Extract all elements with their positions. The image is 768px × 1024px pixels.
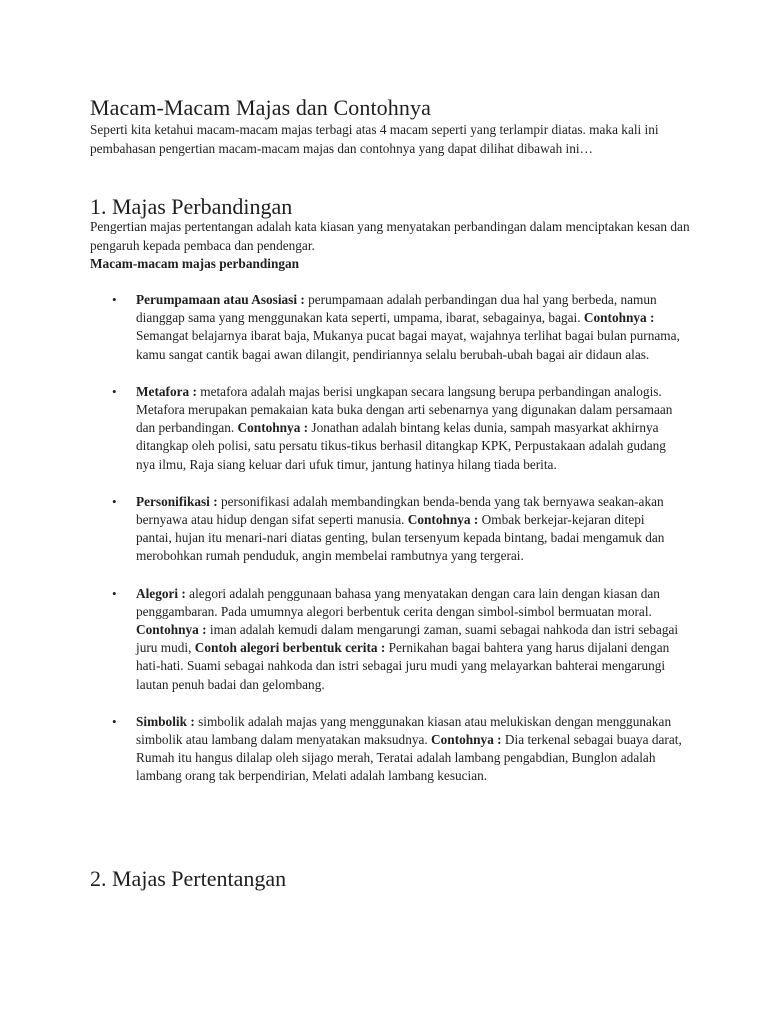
item-example-label: Contohnya : (407, 512, 479, 528)
item-example: Semangat belajarnya ibarat baja, Mukanya pucat bagai mayat, wajahnya terlihat bagai bulan purnama, kamu sangat cantik bagai awan dilangit, pendiriannya selalu berubah-ubah bagai air didaun alas. (136, 328, 680, 362)
bullet-icon: • (112, 292, 117, 307)
bullet-icon: • (112, 383, 117, 399)
majas-list (112, 291, 682, 805)
item-example: Dia terkenal sebagai buaya darat, Rumah itu hangus dilalap oleh sijago merah, Teratai adalah lambang pengabdian, Bunglon adalah lambang orang tak berpendirian, Melati adalah lambang kesucian. (136, 732, 682, 784)
item-example-label: Contohnya : (431, 732, 502, 748)
item-definition: metafora adalah majas berisi ungkapan secara langsung berupa perbandingan analogis. Metafora merupakan pemakaian kata buka dengan arti sebenarnya yang digunakan dalam persamaan dan perbandingan. (136, 383, 673, 436)
item-definition: personifikasi adalah membandingkan benda-benda yang tak bernyawa seakan-akan bernyawa atau hidup dengan sifat seperti manusia. (136, 493, 664, 528)
list-item-personifikasi (112, 493, 682, 566)
item-term: Simbolik : (136, 713, 195, 729)
item-example: iman adalah kemudi dalam mengarungi zaman, suami sebagai nahkoda dan istri sebagai juru mudi, (136, 622, 679, 656)
list-item-metafora (112, 383, 682, 474)
bullet-icon: • (112, 713, 117, 729)
list-item-perumpamaan (112, 291, 682, 364)
section-definition: Pengertian majas pertentangan adalah kata kiasan yang menyatakan perbandingan dalam menciptakan kesan dan pengaruh kepada pembaca dan pendengar. (90, 219, 690, 253)
list-item-alegori (112, 585, 682, 694)
item-term: Perumpamaan atau Asosiasi : (136, 292, 305, 307)
page-title: Macam-Macam Majas dan Contohnya (90, 95, 431, 120)
item-extra: Pernikahan bagai bahtera yang harus dijalani dengan hati-hati. Suami sebagai nahkoda dan istri sebagai juru mudi yang melayarkan bahterai mengarungi lautan penuh badai dan gelombang. (136, 640, 670, 692)
list-item-simbolik (112, 713, 682, 786)
item-example: Ombak berkejar-kejaran ditepi pantai, hujan itu menari-nari diatas genting, bulan tersenyum kepada bintang, badai mengamuk dan merobohkan rumah penduduk, angin membelai rambutnya yang tergerai. (136, 512, 665, 564)
item-term: Metafora : (136, 383, 197, 399)
bullet-icon: • (112, 585, 117, 601)
subheading-macam-majas-perbandingan: Macam-macam majas perbandingan (90, 256, 300, 271)
intro-paragraph: Seperti kita ketahui macam-macam majas terbagi atas 4 macam seperti yang terlampir diatas. maka kali ini pembahasan pengertian macam-macam majas dan contohnya yang dapat dilihat dibawah ini… (90, 122, 659, 156)
item-definition: alegori adalah penggunaan bahasa yang menyatakan dengan cara lain dengan kiasan dan penggambaran. Pada umumnya alegori berbentuk cerita dengan simbol-simbol bermuatan moral. (136, 585, 660, 619)
item-example-label: Contohnya : (583, 310, 655, 326)
item-example-label: Contohnya : (136, 622, 207, 638)
item-example-label: Contohnya : (237, 420, 309, 436)
item-extra-label: Contoh alegori berbentuk cerita : (194, 640, 386, 656)
bullet-icon: • (112, 493, 117, 509)
section-heading-majas-pertentangan: 2. Majas Pertentangan (90, 866, 287, 891)
item-term: Alegori : (136, 585, 186, 601)
item-definition: simbolik adalah majas yang menggunakan kiasan atau melukiskan dengan menggunakan simbolik atau lambang dalam menyatakan maksudnya. (136, 713, 672, 748)
section-heading-majas-perbandingan: 1. Majas Perbandingan (90, 194, 293, 219)
item-term: Personifikasi : (136, 493, 218, 509)
item-definition: perumpamaan adalah perbandingan dua hal yang berbeda, namun dianggap sama yang menggunakan kata seperti, umpama, ibarat, sebagainya, bagai. (136, 292, 657, 326)
item-example: Jonathan adalah bintang kelas dunia, sampah masyarkat akhirnya ditangkap oleh polisi, satu persatu tikus-tikus berhasil ditangkap KPK, Perpustakaan adalah gudang nya ilmu, Raja siang keluar dari ufuk timur, jantung hatinya hilang tiada berita. (136, 420, 666, 472)
